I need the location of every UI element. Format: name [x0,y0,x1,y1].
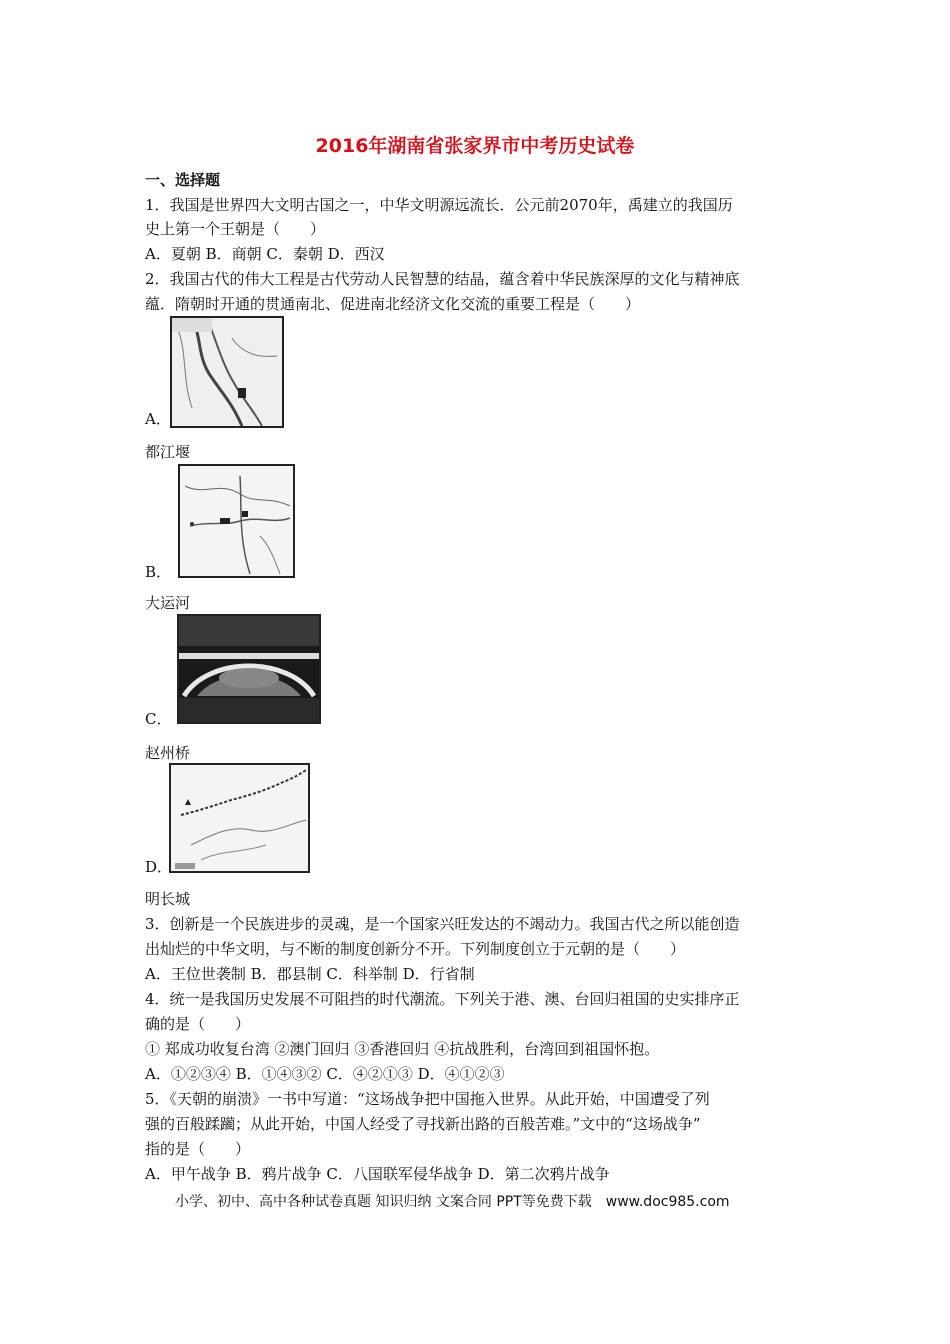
q4-items: ① 郑成功收复台湾 ②澳门回归 ③香港回归 ④抗战胜利，台湾回到祖国怀抱。 [145,1040,660,1058]
option-a-caption: 都江堰 [145,443,191,461]
option-b-caption: 大运河 [145,594,191,612]
q5-line2: 强的百般蹂躏；从此开始，中国人经受了寻找新出路的百般苦难。”文中的“这场战争” [145,1115,701,1133]
q5-line3: 指的是（ ） [145,1140,251,1158]
option-d-caption: 明长城 [145,890,191,908]
option-a-map-image [170,316,284,428]
q4-line2: 确的是（ ） [145,1015,251,1033]
option-b-label: B． [145,563,172,581]
option-c-caption: 赵州桥 [145,744,191,762]
q5-options: A．甲午战争 B．鸦片战争 C．八国联军侵华战争 D．第二次鸦片战争 [145,1165,610,1183]
q4-line1: 4．统一是我国历史发展不可阻挡的时代潮流。下列关于港、澳、台回归祖国的史实排序正 [145,990,740,1008]
q3-line1: 3．创新是一个民族进步的灵魂，是一个国家兴旺发达的不竭动力。我国古代之所以能创造 [145,915,740,933]
exam-title: 2016年湖南省张家界市中考历史试卷 [315,135,635,157]
option-c-bridge-photo [177,614,321,724]
q4-options: A．①②③④ B．①④③② C．④②①③ D．④①②③ [145,1065,505,1083]
option-c-label: C． [145,710,172,728]
option-a-label: A． [145,410,171,428]
q1-line1: 1．我国是世界四大文明古国之一，中华文明源远流长．公元前2070年，禹建立的我国历 [145,196,733,214]
q3-line2: 出灿烂的中华文明，与不断的制度创新分不开。下列制度创立于元朝的是（ ） [145,940,686,958]
q2-line2: 蕴．隋朝时开通的贯通南北、促进南北经济文化交流的重要工程是（ ） [145,295,641,313]
q3-options: A．王位世袭制 B．郡县制 C．科举制 D．行省制 [145,965,475,983]
section-heading: 一、选择题 [145,171,221,189]
q1-options: A．夏朝 B．商朝 C．秦朝 D．西汉 [145,245,385,263]
q2-line1: 2．我国古代的伟大工程是古代劳动人民智慧的结晶，蕴含着中华民族深厚的文化与精神底 [145,270,740,288]
option-b-map-image [178,464,295,578]
q5-line1: 5．《天朝的崩溃》一书中写道：“这场战争把中国拖入世界。从此开始，中国遭受了列 [145,1090,710,1108]
footer-note: 小学、初中、高中各种试卷真题 知识归纳 文案合同 PPT等免费下载 www.doc985.com [175,1194,730,1210]
option-d-map-image [169,763,310,873]
q1-line2: 史上第一个王朝是（ ） [145,220,326,238]
option-d-label: D． [145,858,173,876]
